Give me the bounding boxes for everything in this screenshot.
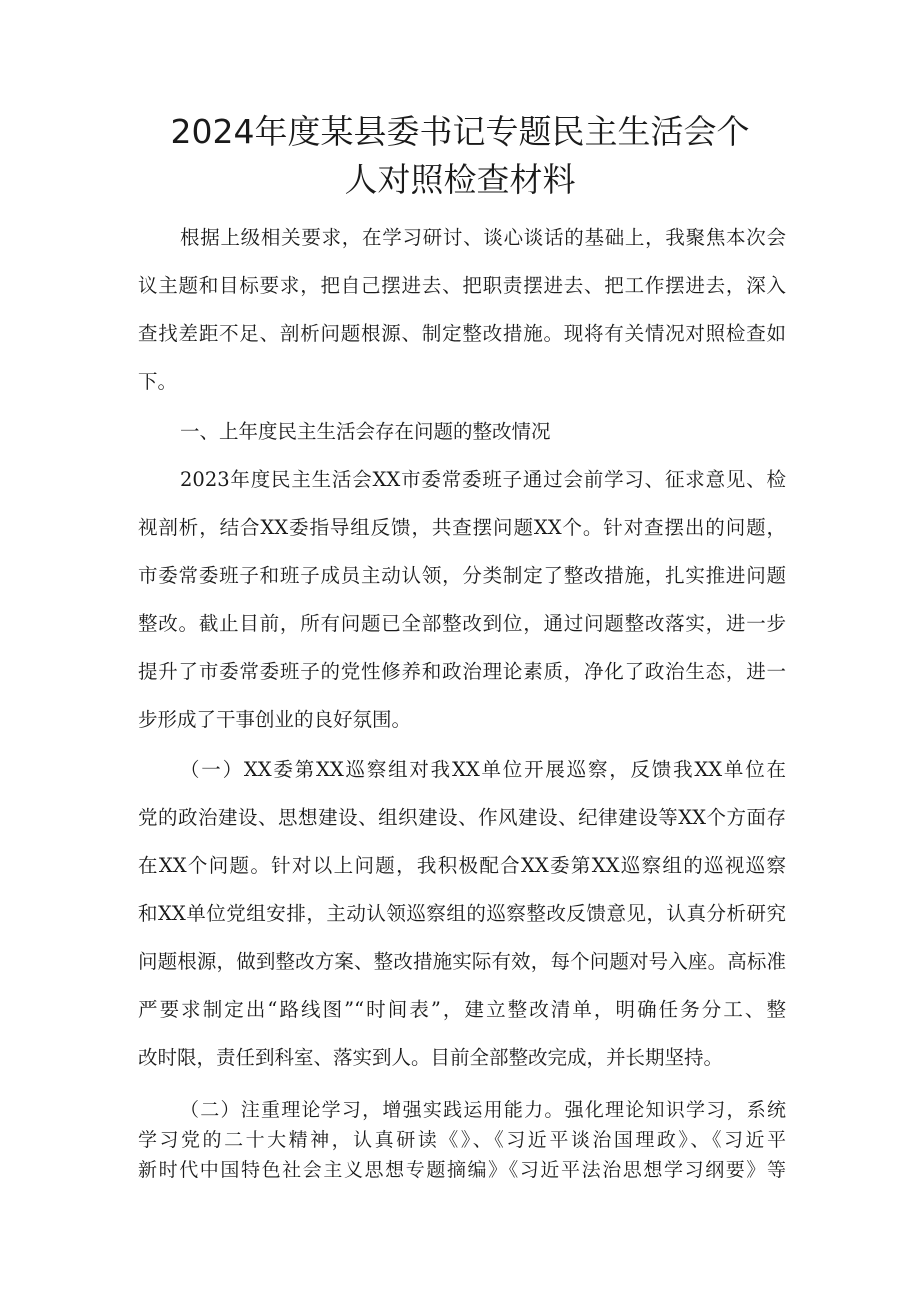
section-heading-1: 一、上年度民主生活会存在问题的整改情况 bbox=[180, 420, 551, 443]
paragraph-1-line-1: 根据上级相关要求，在学习研讨、谈心谈话的基础上，我聚焦本次会 bbox=[180, 226, 786, 249]
paragraph-1-line-4: 下。 bbox=[138, 370, 178, 393]
paragraph-2-line-1: 2023年度民主生活会XX市委常委班子通过会前学习、征求意见、检 bbox=[180, 468, 786, 491]
paragraph-2-line-2: 视剖析，结合XX委指导组反馈，共查摆问题XX个。针对查摆出的问题， bbox=[138, 516, 786, 539]
paragraph-1-line-2: 议主题和目标要求，把自己摆进去、把职责摆进去、把工作摆进去，深入 bbox=[138, 274, 786, 297]
paragraph-3-line-6: 严要求制定出“路线图”“时间表”，建立整改清单，明确任务分工、整 bbox=[138, 998, 786, 1021]
paragraph-2-line-3: 市委常委班子和班子成员主动认领，分类制定了整改措施，扎实推进问题 bbox=[138, 564, 786, 587]
document-title-line-1: 2024年度某县委书记专题民主生活会个 bbox=[170, 112, 750, 151]
paragraph-4-line-3: 新时代中国特色社会主义思想专题摘编》《习近平法治思想学习纲要》等 bbox=[138, 1159, 786, 1181]
paragraph-4-line-2: 学习党的二十大精神，认真研读《》、《习近平谈治国理政》、《习近平 bbox=[138, 1129, 786, 1151]
paragraph-3-line-4: 和XX单位党组安排，主动认领巡察组的巡察整改反馈意见，认真分析研究 bbox=[138, 902, 786, 925]
paragraph-2-line-6: 步形成了干事创业的良好氛围。 bbox=[138, 708, 412, 731]
paragraph-1-line-3: 查找差距不足、剖析问题根源、制定整改措施。现将有关情况对照检查如 bbox=[138, 322, 786, 345]
paragraph-3-line-3: 在XX个问题。针对以上问题，我积极配合XX委第XX巡察组的巡视巡察 bbox=[138, 854, 786, 877]
paragraph-3-line-1: （一）XX委第XX巡察组对我XX单位开展巡察，反馈我XX单位在 bbox=[180, 758, 786, 781]
paragraph-2-line-5: 提升了市委常委班子的党性修养和政治理论素质，净化了政治生态，进一 bbox=[138, 660, 786, 683]
document-title-line-2: 人对照检查材料 bbox=[344, 160, 576, 199]
paragraph-2-line-4: 整改。截止目前，所有问题已全部整改到位，通过问题整改落实，进一步 bbox=[138, 612, 786, 635]
paragraph-3-line-7: 改时限，责任到科室、落实到人。目前全部整改完成，并长期坚持。 bbox=[138, 1046, 724, 1069]
paragraph-3-line-2: 党的政治建设、思想建设、组织建设、作风建设、纪律建设等XX个方面存 bbox=[138, 806, 786, 829]
paragraph-4-line-1: （二）注重理论学习，增强实践运用能力。强化理论知识学习，系统 bbox=[180, 1099, 786, 1121]
paragraph-3-line-5: 问题根源，做到整改方案、整改措施实际有效，每个问题对号入座。高标准 bbox=[138, 950, 786, 973]
